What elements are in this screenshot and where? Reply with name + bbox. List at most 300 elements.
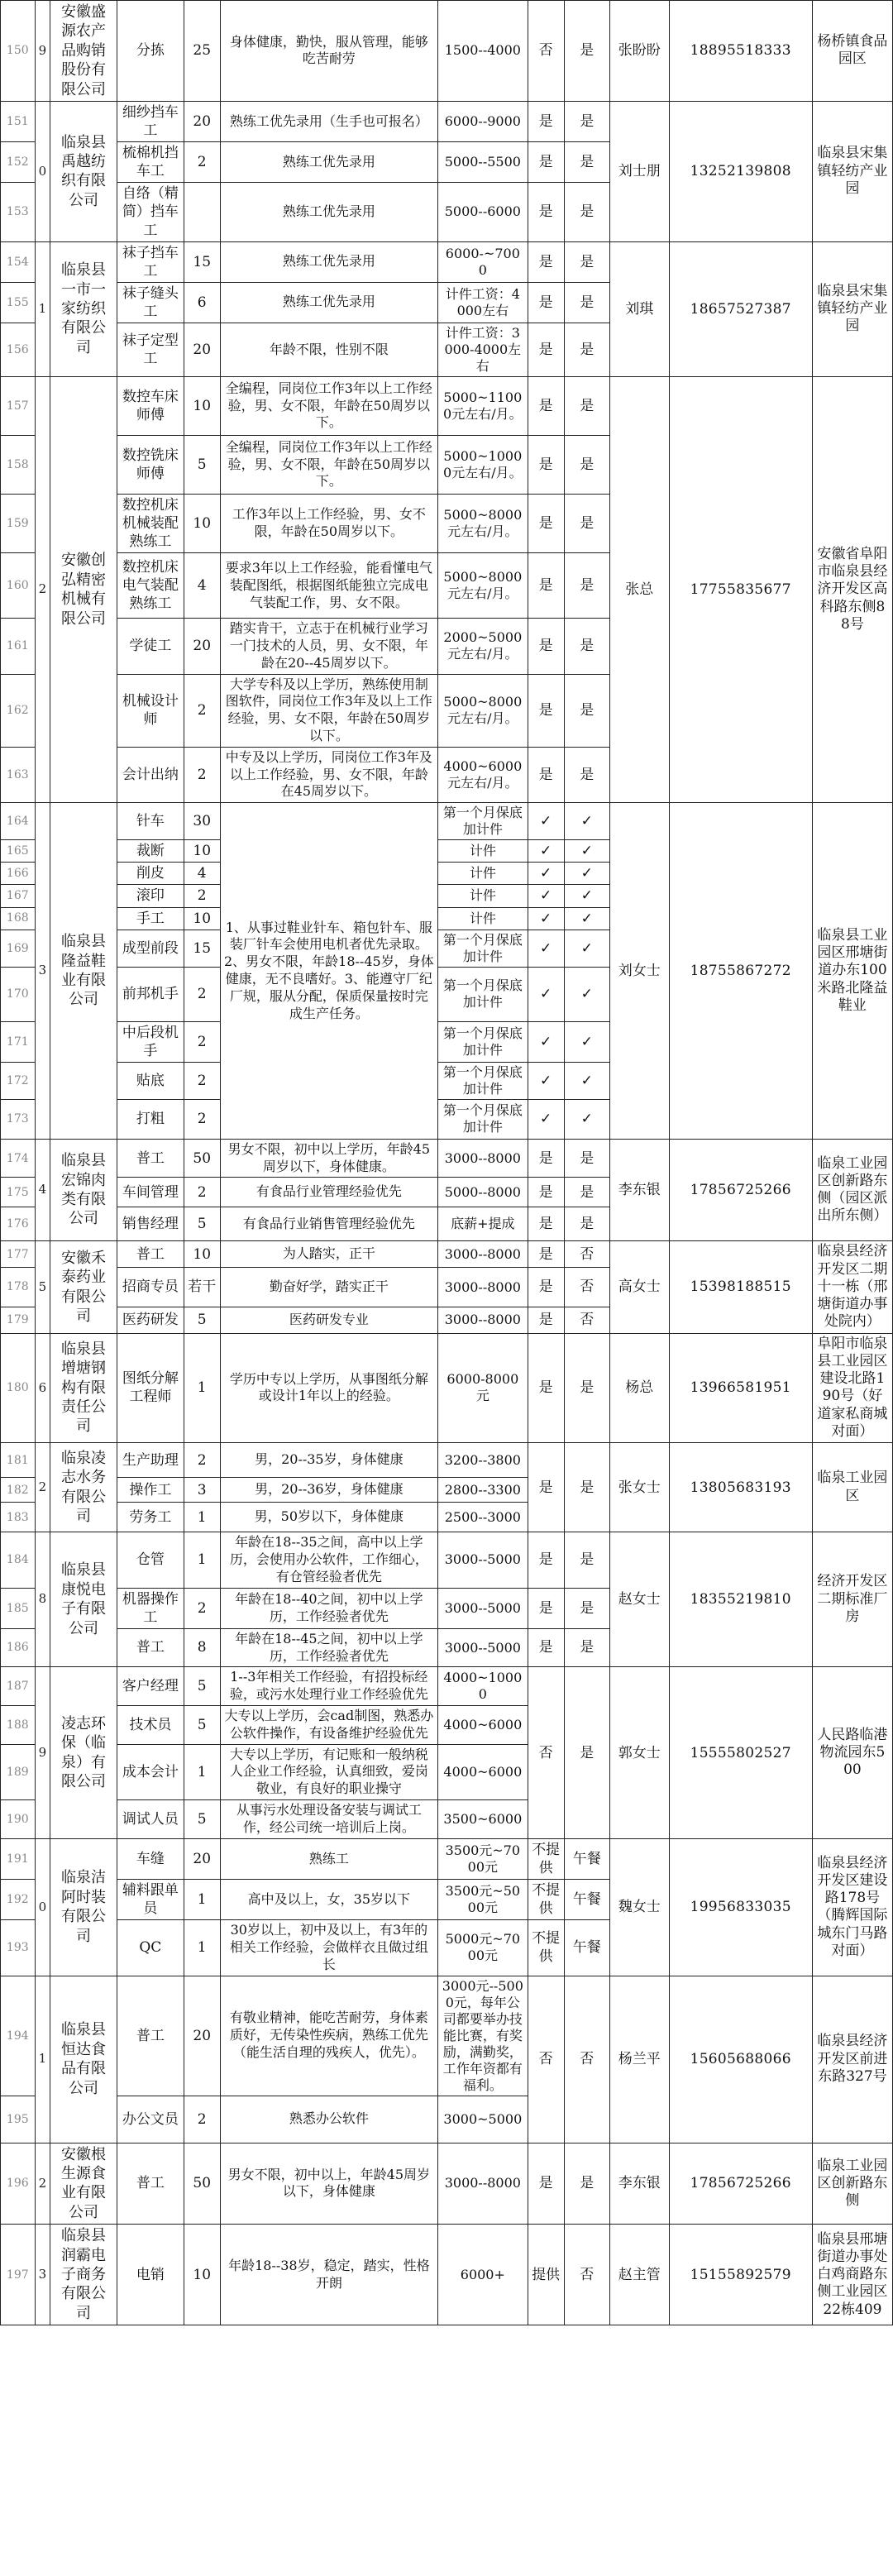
job-requirements: 全编程，同岗位工作3年以上工作经验，男、女不限，年龄在50周岁以下。: [220, 376, 437, 435]
job-requirements: 工作3年以上工作经验，男、女不限，年龄在50周岁以下。: [220, 494, 437, 552]
lodging-provided: ✓: [564, 1062, 609, 1099]
contact-phone: 15605688066: [669, 1976, 812, 2143]
headcount: 2: [184, 1099, 220, 1139]
headcount: 若干: [184, 1268, 220, 1307]
row-number: 165: [1, 840, 36, 863]
position-name: 招商专员: [117, 1268, 184, 1307]
company-index: 3: [35, 803, 50, 1140]
job-requirements: 熟练工优先录用（生手也可报名）: [220, 101, 437, 141]
salary-range: 5000--8000: [438, 1178, 528, 1207]
position-name: 会计出纳: [117, 747, 184, 802]
board-provided: 是: [528, 1178, 564, 1207]
position-name: 客户经理: [117, 1667, 184, 1706]
position-name: 打粗: [117, 1099, 184, 1139]
job-requirements: 年龄在18--40之间，初中以上学历，工作经验者优先: [220, 1588, 437, 1628]
job-requirements: 年龄在18--35之间，高中以上学历，会使用办公软件，工作细心，有仓管经验者优先: [220, 1532, 437, 1588]
position-name: 前邦机手: [117, 967, 184, 1021]
company-index: 1: [35, 1976, 50, 2143]
table-row: [1, 241, 893, 282]
salary-range: 5000~8000元左右/月。: [438, 674, 528, 747]
headcount: 2: [184, 967, 220, 1021]
company-name: 临泉县一市一家纺织有限公司: [50, 241, 117, 376]
headcount: 30: [184, 803, 220, 840]
job-requirements: 年龄不限，性别不限: [220, 323, 437, 376]
headcount: 20: [184, 323, 220, 376]
salary-range: 3000--8000: [438, 1139, 528, 1178]
row-number: 177: [1, 1241, 36, 1268]
company-index: 8: [35, 1532, 50, 1667]
table-row: [1, 1532, 893, 1588]
contact-phone: 15155892579: [669, 2225, 812, 2325]
company-address: 人民路临港物流园东500: [812, 1667, 892, 1839]
board-provided: 是: [528, 183, 564, 241]
headcount: 1: [184, 1333, 220, 1443]
salary-range: 2800--3300: [438, 1478, 528, 1503]
job-requirements: 年龄18--38岁，稳定，踏实，性格开朗: [220, 2225, 437, 2325]
row-number: 163: [1, 747, 36, 802]
headcount: 2: [184, 1062, 220, 1099]
board-provided: ✓: [528, 840, 564, 863]
lodging-provided: ✓: [564, 930, 609, 967]
lodging-provided: 否: [564, 1307, 609, 1333]
contact-phone: 18657527387: [669, 241, 812, 376]
contact-phone: 17755835677: [669, 376, 812, 802]
headcount: 10: [184, 1241, 220, 1268]
company-address: 安徽省阜阳市临泉县经济开发区高科路东侧88号: [812, 376, 892, 802]
company-name: 临泉县康悦电子有限公司: [50, 1532, 117, 1667]
salary-range: 计件工资：3000-4000左右: [438, 323, 528, 376]
headcount: 15: [184, 241, 220, 282]
company-address: 经济开发区二期标准厂房: [812, 1532, 892, 1667]
company-index: 9: [35, 1, 50, 102]
position-name: 调试人员: [117, 1799, 184, 1838]
table-row: [1, 376, 893, 435]
headcount: 2: [184, 674, 220, 747]
salary-range: 3200--3800: [438, 1443, 528, 1478]
row-number: 188: [1, 1705, 36, 1744]
company-index: 5: [35, 1241, 50, 1333]
position-name: 普工: [117, 1139, 184, 1178]
board-provided: 是: [528, 142, 564, 183]
table-row: [1, 1139, 893, 1178]
lodging-provided: 午餐: [564, 1920, 609, 1976]
company-name: 临泉县润霸电子商务有限公司: [50, 2225, 117, 2325]
row-number: 189: [1, 1744, 36, 1799]
board-provided: 是: [528, 1443, 564, 1532]
salary-range: 底薪+提成: [438, 1207, 528, 1241]
headcount: 4: [184, 863, 220, 885]
headcount: 20: [184, 1838, 220, 1879]
board-provided: 是: [528, 1139, 564, 1178]
contact-person: 杨总: [609, 1333, 669, 1443]
position-name: 数控车床师傅: [117, 376, 184, 435]
job-requirements: 全编程，同岗位工作3年以上工作经验，男、女不限，年龄在50周岁以下。: [220, 435, 437, 494]
lodging-provided: 是: [564, 101, 609, 141]
lodging-provided: 否: [564, 1241, 609, 1268]
company-name: 临泉凌志水务有限公司: [50, 1443, 117, 1532]
row-number: 183: [1, 1503, 36, 1532]
salary-range: 6000+: [438, 2225, 528, 2325]
row-number: 191: [1, 1838, 36, 1879]
company-index: 0: [35, 101, 50, 241]
job-requirements: 大专以上学历，有记账和一般纳税人企业工作经验，认真细致，爱岗敬业，有良好的职业操守: [220, 1744, 437, 1799]
salary-range: 4000~6000元左右/月。: [438, 747, 528, 802]
headcount: [184, 183, 220, 241]
headcount: 5: [184, 1799, 220, 1838]
position-name: 图纸分解工程师: [117, 1333, 184, 1443]
job-requirements: 熟练工优先录用: [220, 282, 437, 323]
salary-range: 第一个月保底加计件: [438, 967, 528, 1021]
salary-range: 5000~11000元左右/月。: [438, 376, 528, 435]
row-number: 178: [1, 1268, 36, 1307]
salary-range: 1500--4000: [438, 1, 528, 102]
lodging-provided: ✓: [564, 803, 609, 840]
salary-range: 第一个月保底加计件: [438, 1062, 528, 1099]
salary-range: 第一个月保底加计件: [438, 930, 528, 967]
headcount: 15: [184, 930, 220, 967]
contact-phone: 18895518333: [669, 1, 812, 102]
row-number: 173: [1, 1099, 36, 1139]
job-requirements: 熟练工优先录用: [220, 183, 437, 241]
salary-range: 计件: [438, 885, 528, 907]
salary-range: 6000-8000元: [438, 1333, 528, 1443]
row-number: 153: [1, 183, 36, 241]
headcount: 2: [184, 1443, 220, 1478]
row-number: 171: [1, 1021, 36, 1062]
board-provided: 是: [528, 241, 564, 282]
contact-person: 张盼盼: [609, 1, 669, 102]
position-name: QC: [117, 1920, 184, 1976]
headcount: 10: [184, 907, 220, 930]
headcount: 2: [184, 747, 220, 802]
row-number: 196: [1, 2143, 36, 2225]
headcount: 1: [184, 1744, 220, 1799]
board-provided: 是: [528, 1307, 564, 1333]
lodging-provided: ✓: [564, 863, 609, 885]
position-name: 普工: [117, 1976, 184, 2096]
position-name: 劳务工: [117, 1503, 184, 1532]
headcount: 2: [184, 2096, 220, 2143]
headcount: 4: [184, 553, 220, 619]
salary-range: 5000--6000: [438, 183, 528, 241]
board-provided: ✓: [528, 1021, 564, 1062]
contact-person: 李东银: [609, 1139, 669, 1241]
lodging-provided: 是: [564, 1443, 609, 1532]
position-name: 数控铣床师傅: [117, 435, 184, 494]
salary-range: 3000--8000: [438, 1268, 528, 1307]
lodging-provided: 午餐: [564, 1838, 609, 1879]
company-index: 1: [35, 241, 50, 376]
position-name: 梳棉机挡车工: [117, 142, 184, 183]
position-name: 车缝: [117, 1838, 184, 1879]
job-requirements: 男女不限，初中以上学历，年龄45周岁以下，身体健康。: [220, 1139, 437, 1178]
position-name: 分拣: [117, 1, 184, 102]
position-name: 电销: [117, 2225, 184, 2325]
position-name: 数控机床机械装配熟练工: [117, 494, 184, 552]
board-provided: 不提供: [528, 1920, 564, 1976]
company-index: 0: [35, 1838, 50, 1976]
contact-person: 刘士朋: [609, 101, 669, 241]
row-number: 168: [1, 907, 36, 930]
headcount: 20: [184, 1976, 220, 2096]
company-address: 临泉县宋集镇轻纺产业园: [812, 241, 892, 376]
contact-phone: 19956833035: [669, 1838, 812, 1976]
salary-range: 3500元~7000元: [438, 1838, 528, 1879]
table-row: [1, 803, 893, 840]
row-number: 176: [1, 1207, 36, 1241]
position-name: 手工: [117, 907, 184, 930]
job-requirements: 从事污水处理设备安装与调试工作，经公司统一培训后上岗。: [220, 1799, 437, 1838]
board-provided: ✓: [528, 803, 564, 840]
lodging-provided: ✓: [564, 840, 609, 863]
contact-phone: 13805683193: [669, 1443, 812, 1532]
contact-phone: 13252139808: [669, 101, 812, 241]
headcount: 6: [184, 282, 220, 323]
position-name: 自络（精简）挡车工: [117, 183, 184, 241]
company-name: 安徽盛源农产品购销股份有限公司: [50, 1, 117, 102]
contact-phone: 18355219810: [669, 1532, 812, 1667]
board-provided: 是: [528, 494, 564, 552]
board-provided: 否: [528, 1667, 564, 1839]
company-index: 2: [35, 376, 50, 802]
row-number: 179: [1, 1307, 36, 1333]
company-address: 临泉工业园区创新路东侧: [812, 2143, 892, 2225]
lodging-provided: 否: [564, 1976, 609, 2143]
table-row: [1, 1333, 893, 1443]
job-requirements: 要求3年以上工作经验，能看懂电气装配图纸，根据图纸能独立完成电气装配工作，男、女不限。: [220, 553, 437, 619]
headcount: 2: [184, 1178, 220, 1207]
lodging-provided: 是: [564, 1, 609, 102]
position-name: 办公文员: [117, 2096, 184, 2143]
contact-person: 刘女士: [609, 803, 669, 1140]
salary-range: 3000~5000: [438, 2096, 528, 2143]
headcount: 20: [184, 619, 220, 674]
company-address: 临泉县经济开发区前进东路327号: [812, 1976, 892, 2143]
board-provided: 是: [528, 553, 564, 619]
salary-range: 第一个月保底加计件: [438, 1099, 528, 1139]
row-number: 161: [1, 619, 36, 674]
salary-range: 3000--8000: [438, 2143, 528, 2225]
company-index: 3: [35, 2225, 50, 2325]
contact-person: 李东银: [609, 2143, 669, 2225]
headcount: 5: [184, 435, 220, 494]
contact-person: 赵女士: [609, 1532, 669, 1667]
row-number: 154: [1, 241, 36, 282]
position-name: 仓管: [117, 1532, 184, 1588]
lodging-provided: 是: [564, 1588, 609, 1628]
headcount: 10: [184, 494, 220, 552]
row-number: 151: [1, 101, 36, 141]
position-name: 机器操作工: [117, 1588, 184, 1628]
position-name: 普工: [117, 1241, 184, 1268]
job-requirements: 年龄在18--45之间，初中以上学历，工作经验者优先: [220, 1628, 437, 1667]
board-provided: 是: [528, 101, 564, 141]
job-requirements: 医药研发专业: [220, 1307, 437, 1333]
job-requirements: 30岁以上，初中及以上，有3年的相关工作经验，会做样衣且做过组长: [220, 1920, 437, 1976]
salary-range: 5000~8000元左右/月。: [438, 494, 528, 552]
position-name: 普工: [117, 1628, 184, 1667]
lodging-provided: 是: [564, 1532, 609, 1588]
row-number: 170: [1, 967, 36, 1021]
board-provided: 否: [528, 1976, 564, 2143]
board-provided: ✓: [528, 930, 564, 967]
salary-range: 计件: [438, 907, 528, 930]
lodging-provided: 否: [564, 1268, 609, 1307]
board-provided: 是: [528, 1268, 564, 1307]
row-number: 172: [1, 1062, 36, 1099]
headcount: 2: [184, 1588, 220, 1628]
lodging-provided: ✓: [564, 967, 609, 1021]
position-name: 技术员: [117, 1705, 184, 1744]
company-name: 临泉县禹越纺织有限公司: [50, 101, 117, 241]
lodging-provided: 是: [564, 323, 609, 376]
company-address: 临泉工业园区创新路东侧（园区派出所东侧）: [812, 1139, 892, 1241]
lodging-provided: ✓: [564, 885, 609, 907]
job-requirements: 高中及以上，女，35岁以下: [220, 1880, 437, 1920]
headcount: 10: [184, 2225, 220, 2325]
salary-range: 3000--5000: [438, 1628, 528, 1667]
job-requirements: 有食品行业管理经验优先: [220, 1178, 437, 1207]
board-provided: ✓: [528, 907, 564, 930]
board-provided: ✓: [528, 967, 564, 1021]
salary-range: 3000--5000: [438, 1588, 528, 1628]
headcount: 2: [184, 885, 220, 907]
position-name: 医药研发: [117, 1307, 184, 1333]
lodging-provided: 是: [564, 1139, 609, 1178]
salary-range: 2000~5000元左右/月。: [438, 619, 528, 674]
row-number: 174: [1, 1139, 36, 1178]
contact-person: 郭女士: [609, 1667, 669, 1839]
company-address: 临泉县工业园区邢塘街道办东100米路北隆益鞋业: [812, 803, 892, 1140]
salary-range: 6000-~7000: [438, 241, 528, 282]
position-name: 数控机床电气装配熟练工: [117, 553, 184, 619]
table-row: [1, 2143, 893, 2225]
salary-range: 5000元~7000元: [438, 1920, 528, 1976]
company-index: 9: [35, 1667, 50, 1839]
lodging-provided: 是: [564, 282, 609, 323]
board-provided: 是: [528, 747, 564, 802]
job-requirements: 为人踏实，正干: [220, 1241, 437, 1268]
row-number: 164: [1, 803, 36, 840]
row-number: 175: [1, 1178, 36, 1207]
contact-phone: 17856725266: [669, 1139, 812, 1241]
job-requirements: 熟悉办公软件: [220, 2096, 437, 2143]
lodging-provided: 是: [564, 183, 609, 241]
board-provided: 是: [528, 674, 564, 747]
row-number: 155: [1, 282, 36, 323]
lodging-provided: ✓: [564, 1021, 609, 1062]
lodging-provided: 否: [564, 2225, 609, 2325]
company-index: 2: [35, 2143, 50, 2225]
salary-range: 计件工资：4000左右: [438, 282, 528, 323]
company-name: 临泉洁阿时装有限公司: [50, 1838, 117, 1976]
company-index: 6: [35, 1333, 50, 1443]
company-name: 临泉县隆益鞋业有限公司: [50, 803, 117, 1140]
position-name: 细纱挡车工: [117, 101, 184, 141]
table-row: [1, 1443, 893, 1478]
board-provided: 是: [528, 323, 564, 376]
position-name: 销售经理: [117, 1207, 184, 1241]
table-row: [1, 2225, 893, 2325]
job-requirements: 大专以上学历，会cad制图，熟悉办公软件操作，有设备维护经验优先: [220, 1705, 437, 1744]
row-number: 185: [1, 1588, 36, 1628]
row-number: 182: [1, 1478, 36, 1503]
company-address: 临泉县经济开发区二期十一栋（邢塘街道办事处院内）: [812, 1241, 892, 1333]
headcount: 10: [184, 376, 220, 435]
board-provided: 是: [528, 1207, 564, 1241]
headcount: 1: [184, 1503, 220, 1532]
contact-phone: 13966581951: [669, 1333, 812, 1443]
lodging-provided: 是: [564, 619, 609, 674]
row-number: 197: [1, 2225, 36, 2325]
job-requirements: 1、从事过鞋业针车、箱包针车、服装厂针车会使用电机者优先录取。2、男女不限，年龄18--45岁，身体健康，无不良嗜好。3、能遵守厂纪厂规，服从分配，保质保量按时完成生产任务。: [220, 803, 437, 1140]
contact-phone: 15398188515: [669, 1241, 812, 1333]
headcount: 5: [184, 1207, 220, 1241]
board-provided: 是: [528, 1532, 564, 1588]
job-requirements: 熟练工优先录用: [220, 142, 437, 183]
contact-phone: 15555802527: [669, 1667, 812, 1839]
board-provided: 是: [528, 1588, 564, 1628]
headcount: 1: [184, 1880, 220, 1920]
lodging-provided: ✓: [564, 907, 609, 930]
salary-range: 3500元~5000元: [438, 1880, 528, 1920]
board-provided: 是: [528, 1333, 564, 1443]
row-number: 186: [1, 1628, 36, 1667]
lodging-provided: 午餐: [564, 1880, 609, 1920]
salary-range: 3000--8000: [438, 1241, 528, 1268]
company-name: 临泉县宏锦肉类有限公司: [50, 1139, 117, 1241]
salary-range: 5000~10000元左右/月。: [438, 435, 528, 494]
lodging-provided: 是: [564, 1628, 609, 1667]
salary-range: 4000~10000: [438, 1667, 528, 1706]
position-name: 削皮: [117, 863, 184, 885]
position-name: 滚印: [117, 885, 184, 907]
company-address: 杨桥镇食品园区: [812, 1, 892, 102]
lodging-provided: 是: [564, 435, 609, 494]
lodging-provided: 是: [564, 553, 609, 619]
position-name: 袜子定型工: [117, 323, 184, 376]
headcount: 5: [184, 1307, 220, 1333]
row-number: 159: [1, 494, 36, 552]
board-provided: 是: [528, 1628, 564, 1667]
row-number: 169: [1, 930, 36, 967]
position-name: 袜子挡车工: [117, 241, 184, 282]
job-requirements: 踏实肯干，立志于在机械行业学习一门技术的人员，男、女不限，年龄在20--45周岁以下。: [220, 619, 437, 674]
lodging-provided: 是: [564, 1667, 609, 1839]
row-number: 152: [1, 142, 36, 183]
salary-range: 计件: [438, 840, 528, 863]
job-requirements: 勤奋好学，踏实正干: [220, 1268, 437, 1307]
board-provided: 否: [528, 1, 564, 102]
salary-range: 4000~6000: [438, 1705, 528, 1744]
row-number: 181: [1, 1443, 36, 1478]
table-row: [1, 101, 893, 141]
board-provided: 提供: [528, 2225, 564, 2325]
salary-range: 第一个月保底加计件: [438, 803, 528, 840]
salary-range: 4000~6000: [438, 1744, 528, 1799]
company-address: 临泉县邢塘街道办事处白鸡商路东侧工业园区22栋409: [812, 2225, 892, 2325]
company-address: 临泉县经济开发区建设路178号（腾辉国际城东门马路对面）: [812, 1838, 892, 1976]
position-name: 中后段机手: [117, 1021, 184, 1062]
headcount: 2: [184, 142, 220, 183]
row-number: 167: [1, 885, 36, 907]
job-requirements: 男，20--35岁，身体健康: [220, 1443, 437, 1478]
lodging-provided: 是: [564, 1207, 609, 1241]
row-number: 150: [1, 1, 36, 102]
row-number: 166: [1, 863, 36, 885]
company-name: 安徽创弘精密机械有限公司: [50, 376, 117, 802]
position-name: 操作工: [117, 1478, 184, 1503]
